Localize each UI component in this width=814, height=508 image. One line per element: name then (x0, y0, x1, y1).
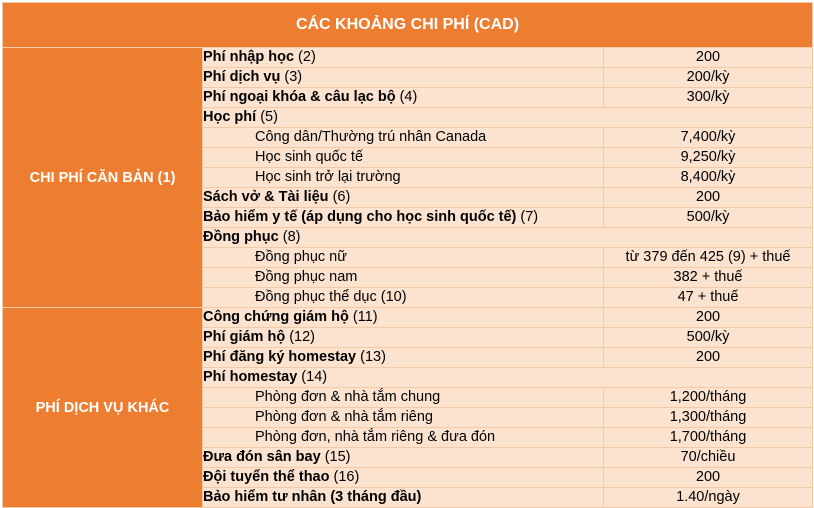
row-value: 200 (604, 348, 813, 368)
row-label-text: Phí ngoại khóa & câu lạc bộ (203, 89, 396, 105)
row-value: 1,200/tháng (604, 388, 813, 408)
row-label (203, 228, 813, 248)
row-label-text: Phí đăng ký homestay (203, 349, 357, 365)
category-basic-costs: CHI PHÍ CĂN BẢN (1) (3, 48, 203, 308)
row-value: 200 (604, 48, 813, 68)
table-header-row (3, 3, 813, 48)
row-label-text: Đồng phục (203, 229, 279, 245)
row-sublabel: Đồng phục nữ (203, 248, 604, 268)
row-value: 8,400/kỳ (604, 168, 813, 188)
row-note: (16) (329, 469, 360, 485)
row-note: (4) (395, 89, 418, 105)
row-note: (13) (356, 349, 386, 365)
table-row (3, 308, 813, 328)
row-value: 1,300/tháng (604, 408, 813, 428)
row-note: (3) (280, 69, 303, 85)
row-label-text: Phí homestay (203, 369, 298, 385)
row-sublabel: Học sinh trở lại trường (203, 168, 604, 188)
row-label (203, 48, 604, 68)
row-value: 300/kỳ (604, 88, 813, 108)
row-note: (7) (516, 209, 539, 225)
row-label-text: Bảo hiểm tư nhân (3 tháng đầu) (203, 489, 422, 505)
row-value: 1,700/tháng (604, 428, 813, 448)
row-value: 500/kỳ (604, 328, 813, 348)
row-label (203, 308, 604, 328)
row-label-text: Đội tuyển thể thao (203, 469, 330, 485)
fee-table (2, 2, 813, 508)
row-label-text: Đưa đón sân bay (203, 449, 321, 465)
row-note: (2) (294, 49, 316, 65)
row-note: (15) (320, 449, 351, 465)
row-label (203, 88, 604, 108)
row-label (203, 468, 604, 488)
row-note: (6) (328, 189, 351, 205)
row-label (203, 328, 604, 348)
row-label-text: Học phí (203, 109, 257, 125)
row-label-text: Bảo hiểm y tế (áp dụng cho học sinh quốc tế) (203, 209, 517, 225)
row-sublabel: Phòng đơn, nhà tắm riêng & đưa đón (203, 428, 604, 448)
row-sublabel: Công dân/Thường trú nhân Canada (203, 128, 604, 148)
row-sublabel: Đồng phục thể dục (10) (203, 288, 604, 308)
row-label (203, 488, 604, 508)
row-value: 200 (604, 468, 813, 488)
row-label (203, 188, 604, 208)
row-note: (12) (285, 329, 315, 345)
row-note: (14) (297, 369, 328, 385)
row-sublabel: Phòng đơn & nhà tắm chung (203, 388, 604, 408)
fee-table-container (2, 2, 812, 504)
row-value: 200/kỳ (604, 68, 813, 88)
row-value: 7,400/kỳ (604, 128, 813, 148)
row-note: (11) (348, 309, 378, 325)
row-value: 200 (604, 308, 813, 328)
row-sublabel: Học sinh quốc tế (203, 148, 604, 168)
row-label-text: Sách vở & Tài liệu (203, 189, 329, 205)
row-label (203, 108, 813, 128)
row-sublabel: Đồng phục nam (203, 268, 604, 288)
table-row (3, 48, 813, 68)
row-value: 47 + thuế (604, 288, 813, 308)
row-value: 382 + thuế (604, 268, 813, 288)
row-value: 1.40/ngày (604, 488, 813, 508)
row-note: (5) (256, 109, 278, 125)
row-value: 9,250/kỳ (604, 148, 813, 168)
row-label (203, 448, 604, 468)
category-other-services: PHÍ DỊCH VỤ KHÁC (3, 308, 203, 508)
row-label-text: Công chứng giám hộ (203, 309, 349, 325)
row-label-text: Phí nhập học (203, 49, 295, 65)
row-label-text: Phí dịch vụ (203, 69, 281, 85)
row-value: 500/kỳ (604, 208, 813, 228)
row-value: 70/chiều (604, 448, 813, 468)
row-label (203, 68, 604, 88)
row-label (203, 208, 604, 228)
row-sublabel: Phòng đơn & nhà tắm riêng (203, 408, 604, 428)
table-title: CÁC KHOẢNG CHI PHÍ (CAD) (3, 3, 813, 48)
row-label (203, 368, 813, 388)
row-value: từ 379 đến 425 (9) + thuế (604, 248, 813, 268)
row-note: (8) (278, 229, 301, 245)
row-value: 200 (604, 188, 813, 208)
row-label-text: Phí giám hộ (203, 329, 286, 345)
row-label (203, 348, 604, 368)
